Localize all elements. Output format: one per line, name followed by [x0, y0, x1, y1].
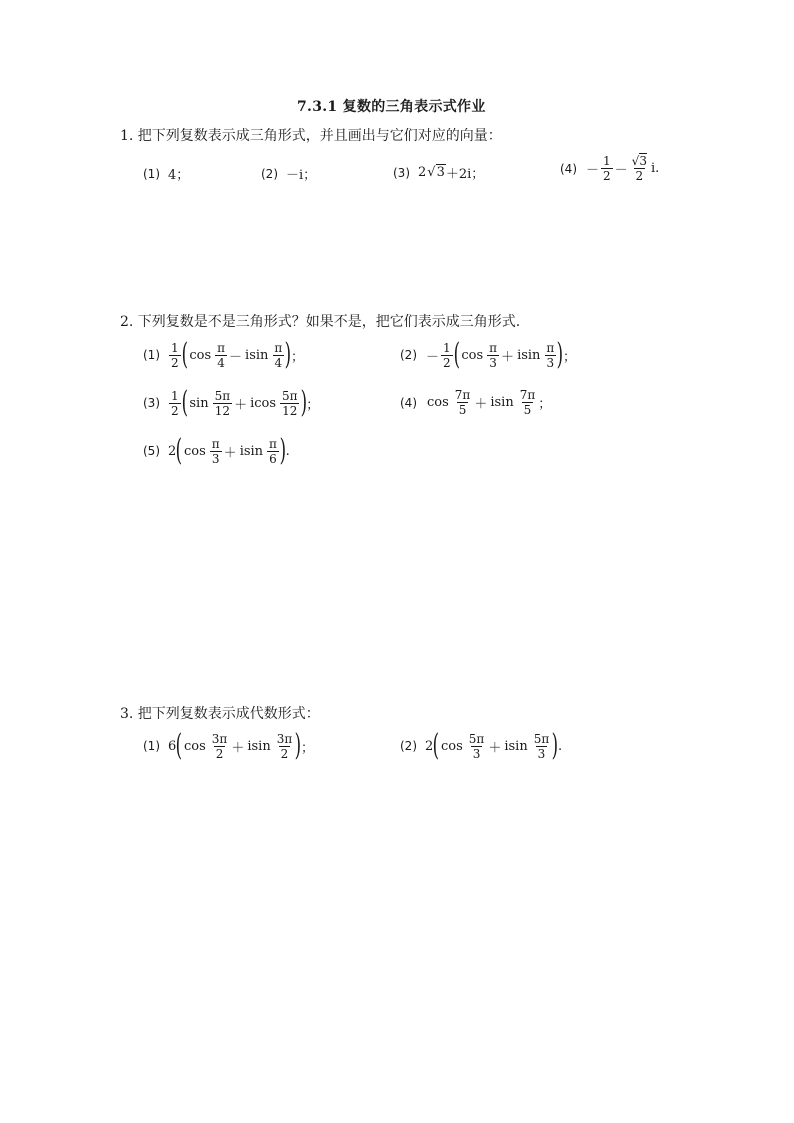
fraction: [487, 341, 499, 370]
item-tail: .: [557, 738, 563, 754]
radicand: 3: [639, 154, 647, 168]
trig-function: cos: [184, 443, 206, 459]
numerator: 5π: [214, 388, 231, 403]
trig-function: sin: [189, 395, 209, 411]
square-root: √3: [427, 165, 445, 180]
numerator: 1: [443, 340, 451, 355]
item-tail: ；: [300, 740, 314, 756]
fraction: [532, 732, 552, 761]
numerator: π: [546, 340, 555, 355]
q1-item-2: [261, 164, 316, 183]
denominator: 6: [269, 451, 277, 466]
item-label: (5): [143, 444, 160, 458]
q1-item-4: [560, 154, 659, 183]
right-paren: ): [294, 728, 302, 763]
denominator: 3: [537, 746, 546, 761]
numerator: 1: [171, 388, 179, 403]
q3-item-2: [400, 728, 563, 763]
numerator: π: [211, 436, 220, 451]
fraction: [169, 341, 181, 370]
fraction: [630, 154, 649, 183]
question-3-text: 3. 把下列复数表示成代数形式：: [120, 706, 320, 722]
denominator: 3: [472, 746, 481, 761]
left-paren: (: [175, 728, 183, 763]
numerator: π: [217, 340, 226, 355]
denominator: 12: [214, 403, 230, 418]
trig-function: isin: [504, 738, 528, 754]
item-label: (4): [400, 395, 417, 410]
numerator: π: [274, 340, 283, 355]
trig-function: cos: [461, 347, 484, 363]
radicand: 3: [436, 165, 445, 180]
numerator: π: [489, 340, 498, 355]
trig-function: isin: [239, 443, 264, 459]
item-tail: ；: [538, 397, 552, 412]
denominator: 4: [217, 355, 225, 370]
minus-sign: －: [426, 349, 440, 365]
fraction: [453, 388, 473, 417]
denominator: 4: [274, 355, 283, 370]
coefficient: 2: [425, 738, 434, 754]
denominator: 3: [489, 355, 497, 370]
item-label: (4): [560, 161, 577, 176]
q2-item-4: [400, 388, 551, 417]
item-label: (2): [400, 348, 417, 362]
q2-item-5: [143, 433, 290, 468]
fraction: [210, 437, 222, 466]
item-label: (1): [143, 166, 160, 181]
denominator: 5: [523, 403, 532, 417]
left-paren: (: [453, 337, 460, 372]
item-tail: ；: [291, 349, 305, 365]
trig-function: isin: [490, 395, 514, 410]
right-paren: ): [551, 728, 559, 763]
numerator: 1: [171, 340, 179, 355]
item-label: (2): [400, 739, 417, 753]
item-label: (3): [393, 165, 410, 180]
operator: ＋: [231, 740, 245, 756]
trig-function: cos: [441, 738, 463, 754]
q2-item-3: [143, 385, 320, 420]
numerator: √3: [631, 154, 647, 168]
right-paren: ): [279, 433, 287, 468]
q1-item-1: [143, 164, 189, 183]
trig-function: cos: [189, 347, 212, 363]
left-paren: (: [432, 728, 440, 763]
trig-function: isin: [517, 347, 541, 363]
q1-item-3: [393, 163, 484, 182]
fraction: [169, 389, 181, 418]
minus-sign: －: [586, 163, 600, 178]
page-title: 7.3.1 复数的三角表示式作业: [297, 99, 486, 115]
question-1-text: 1. 把下列复数表示成三角形式，并且画出与它们对应的向量：: [120, 128, 502, 144]
item-label: (1): [143, 739, 160, 753]
fraction: [267, 437, 279, 466]
fraction: [544, 341, 556, 370]
coefficient: 2: [418, 165, 427, 180]
denominator: 2: [280, 746, 289, 761]
right-paren: ): [284, 337, 292, 372]
left-paren: (: [181, 337, 188, 372]
item-label: (1): [143, 348, 160, 362]
left-paren: (: [181, 385, 188, 420]
numerator: 3π: [211, 731, 228, 746]
fraction: [213, 389, 233, 418]
fraction: [280, 389, 300, 418]
fraction: [601, 154, 613, 183]
numerator: 7π: [519, 388, 536, 402]
q2-item-1: [143, 337, 305, 372]
item-expression: 4；: [168, 168, 190, 183]
fraction: [467, 732, 487, 761]
trig-function: cos: [184, 738, 206, 754]
right-paren: ): [300, 385, 307, 420]
item-expression: －i；: [286, 168, 317, 183]
denominator: 2: [171, 355, 179, 370]
numerator: 5π: [533, 731, 550, 746]
denominator: 2: [603, 169, 611, 183]
operator: ＋: [501, 349, 515, 365]
item-tail: ＋2i；: [445, 167, 485, 182]
item-label: (2): [261, 166, 278, 181]
operator: ＋: [234, 397, 248, 413]
operator: ＋: [474, 397, 488, 412]
trig-function: isin: [245, 347, 269, 363]
operator: ＋: [488, 740, 502, 756]
coefficient: 6: [168, 738, 177, 754]
left-paren: (: [175, 433, 183, 468]
denominator: 12: [282, 403, 298, 418]
fraction: [210, 732, 230, 761]
numerator: π: [269, 436, 277, 451]
fraction: [215, 341, 227, 370]
denominator: 3: [211, 451, 220, 466]
fraction: [272, 341, 284, 370]
numerator: 5π: [468, 731, 485, 746]
operator: ＋: [223, 445, 237, 461]
operator: －: [614, 163, 628, 178]
right-paren: ): [556, 337, 564, 372]
numerator: 7π: [454, 388, 471, 402]
trig-function: icos: [250, 395, 277, 411]
item-label: (3): [143, 396, 160, 410]
denominator: 2: [635, 169, 644, 183]
denominator: 2: [443, 355, 451, 370]
coefficient: 2: [168, 443, 177, 459]
numerator: 3π: [276, 731, 293, 746]
trig-function: cos: [427, 395, 449, 410]
numerator: 1: [603, 154, 611, 168]
operator: －: [229, 349, 243, 365]
denominator: 2: [215, 746, 224, 761]
item-tail: i.: [650, 161, 660, 176]
q2-item-2: [400, 337, 577, 372]
item-tail: ；: [563, 349, 577, 365]
fraction: [441, 341, 453, 370]
trig-function: isin: [247, 738, 271, 754]
fraction: [518, 388, 538, 417]
item-tail: ；: [306, 397, 320, 413]
q3-item-1: [143, 728, 314, 763]
denominator: 2: [171, 403, 179, 418]
fraction: [275, 732, 295, 761]
denominator: 3: [546, 355, 555, 370]
item-tail: .: [285, 443, 290, 459]
question-2-text: 2. 下列复数是不是三角形式？如果不是，把它们表示成三角形式.: [120, 314, 521, 330]
numerator: 5π: [282, 388, 298, 403]
denominator: 5: [458, 403, 467, 417]
